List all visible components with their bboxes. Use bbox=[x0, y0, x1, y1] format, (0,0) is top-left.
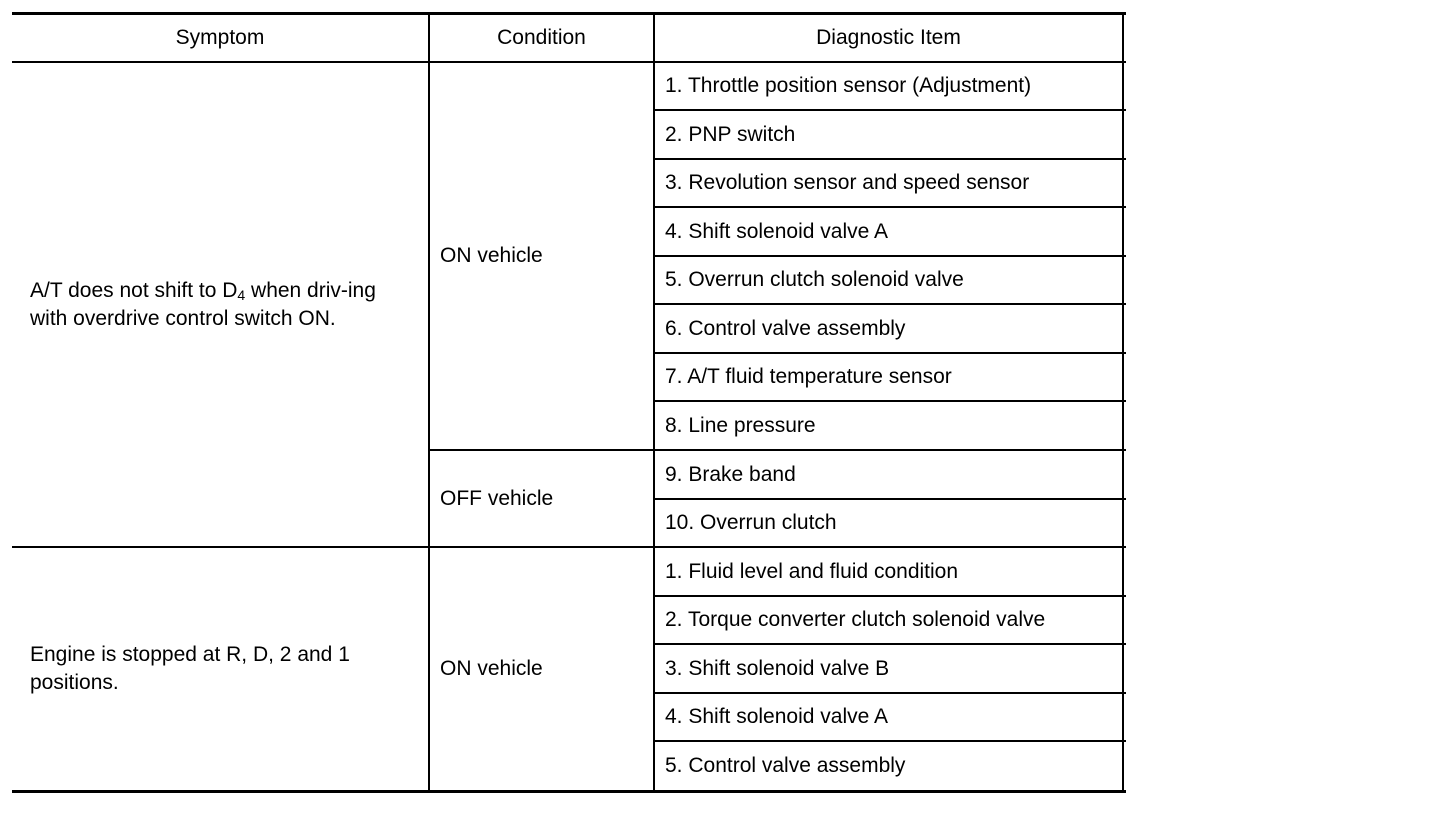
symptom-cell-2: Engine is stopped at R, D, 2 and 1 positions. bbox=[30, 643, 350, 694]
diagnostic-item: 10. Overrun clutch bbox=[665, 511, 837, 534]
diagnostic-item: 7. A/T fluid temperature sensor bbox=[665, 365, 952, 388]
diagnostic-item: 4. Shift solenoid valve A bbox=[665, 705, 888, 728]
diagnostic-item: 2. Torque converter clutch solenoid valve bbox=[665, 608, 1046, 631]
diagnostic-item: 9. Brake band bbox=[665, 462, 796, 486]
table-bottom-rule bbox=[12, 790, 1126, 793]
diagnostic-item: 3. Revolution sensor and speed sensor bbox=[665, 171, 1030, 194]
header-condition: Condition bbox=[497, 26, 586, 49]
diagnostic-item: 8. Line pressure bbox=[665, 413, 816, 437]
diagnostic-item: 4. Shift solenoid valve A bbox=[665, 219, 888, 243]
condition-cell: ON vehicle bbox=[440, 244, 543, 267]
diagnostic-item: 5. Control valve assembly bbox=[665, 754, 906, 777]
header-symptom: Symptom bbox=[175, 26, 265, 49]
header-diagnostic-item: Diagnostic Item bbox=[816, 26, 961, 49]
symptom-text-1: A/T does not shift to $D_4$ when driv-ing with overdrive control switch ON. bbox=[30, 278, 376, 330]
diagnostic-item: 1. Fluid level and fluid condition bbox=[665, 559, 959, 583]
diagnostic-item: 6. Control valve assembly bbox=[665, 316, 906, 340]
diagnostic-item: 1. Throttle position sensor (Adjustment) bbox=[665, 74, 1032, 97]
condition-cell: ON vehicle bbox=[440, 657, 543, 680]
diagnostic-item: 5. Overrun clutch solenoid valve bbox=[665, 268, 964, 291]
symptom-cell-1 bbox=[12, 63, 428, 546]
condition-cell: OFF vehicle bbox=[440, 486, 554, 510]
gear-subscript: 4 bbox=[237, 286, 246, 303]
diagnostic-item: 3. Shift solenoid valve B bbox=[665, 656, 890, 680]
column-divider-right bbox=[1122, 12, 1124, 792]
diagnostic-item: 2. PNP switch bbox=[665, 122, 796, 146]
